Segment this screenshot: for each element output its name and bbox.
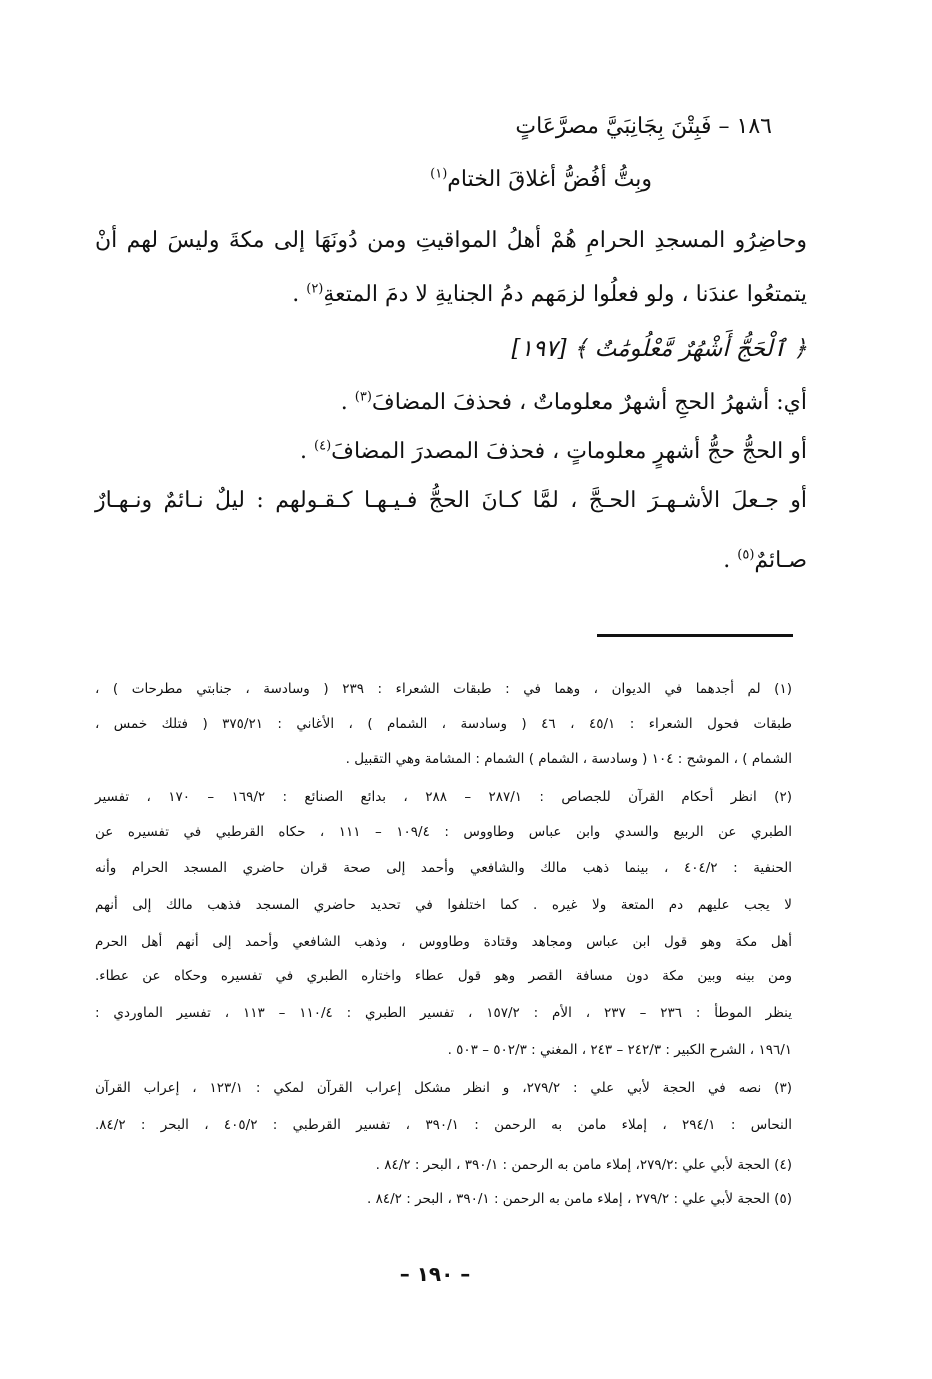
- footnote-ref-4: (٤): [314, 438, 332, 454]
- paragraph-1-line-1: [95, 226, 807, 256]
- footnote-line-text: الطبري عن الربيع والسدي وابن عباس وطاووس : ١٠٩/٤ – ١١١ ، حكاه القرطبي في تفسيره عن: [95, 824, 792, 840]
- paragraph-2: [95, 388, 807, 418]
- footnote-line: [95, 1115, 792, 1135]
- footnote-line: [95, 787, 792, 807]
- footnote-line-text: لا يجب عليهم دم المتعة ولا غيره . كما اختلفوا في تحديد حاضري المسجد فذهب مالك إلى أنهم: [95, 897, 792, 913]
- footnote-line-text: (٣) نصه في الحجة لأبي علي : ٢٧٩/٢، و انظر مشكل إعراب القرآن لمكي : ١٢٣/١ ، إعراب القرآن: [95, 1080, 792, 1096]
- footnote-line-text: (١) لم أجدهما في الديوان ، وهما في : طبقات الشعراء : ٢٣٩ ( وسادسة ، جنابتي مطرحات ) ،: [95, 681, 792, 697]
- paragraph-1-line-1-text: وحاضِرُو المسجدِ الحرامِ هُمْ أهلُ المواقيتِ ومن دُونَهَا إلى مكةَ وليسَ لهم أنْ: [95, 228, 807, 253]
- paragraph-4-line-1: [95, 486, 807, 516]
- paragraph-1-line-2-end: .: [292, 282, 307, 307]
- footnote-line-text: الحنفية : ٤٠٤/٢ ، بينما ذهب مالك والشافعي وأحمد إلى صحة قران حاضري المسجد الحرام وأنه: [95, 860, 792, 876]
- footnote-line-text: أهل مكة وهو قول ابن عباس ومجاهد وقتادة وطاووس ، وذهب الشافعي وأحمد إلى أنهم أهل الحرم: [95, 934, 792, 950]
- quran-verse: [95, 334, 807, 364]
- footnote-line: [95, 749, 792, 769]
- paragraph-1-line-2: [95, 280, 807, 310]
- footnote-line-text: (٥) الحجة لأبي علي : ٢٧٩/٢ ، إملاء مامن به الرحمن : ٣٩٠/١ ، البحر : ٨٤/٢ .: [367, 1191, 792, 1207]
- page-number: – ١٩٠ –: [399, 1262, 471, 1286]
- poem-line-2-text: وبِتُّ أفُضُّ أغلاقَ الختام: [447, 167, 652, 192]
- footnote-ref-1: (١): [430, 166, 448, 182]
- footnote-line-text: طبقات فحول الشعراء : ٤٥/١ ، ٤٦ ( وسادسة ، الشمام ) ، الأغاني : ٣٧٥/٢١ ( فتلك خمس ،: [95, 716, 792, 732]
- footnote-line: [95, 1189, 792, 1209]
- paragraph-4-line-1-text: أو جـعلَ الأشـهـرَ الحـجَّ ، لمَّا كـانَ الحجُّ فـيـهـا كـقـولهم : ليلٌ نـائمٌ ونـهـارٌ: [95, 488, 807, 513]
- paragraph-4-line-2: [95, 546, 807, 576]
- footnote-line: [95, 858, 792, 878]
- footnote-line-text: (٢) انظر أحكام القرآن للجصاص : ٢٨٧/١ – ٢٨٨ ، بدائع الصنائع : ١٦٩/٢ – ١٧٠ ، تفسير: [95, 789, 792, 805]
- footnote-line-text: ١٩٦/١ ، الشرح الكبير : ٢٤٢/٣ – ٢٤٣ ، المغني : ٥٠٢/٣ – ٥٠٣ .: [447, 1042, 792, 1058]
- paragraph-4-line-2-end: .: [723, 548, 738, 573]
- paragraph-2-end: .: [340, 390, 355, 415]
- paragraph-3-end: .: [300, 439, 314, 464]
- footnote-ref-2: (٢): [306, 281, 324, 297]
- footnote-line-text: النحاس : ٢٩٤/١ ، إملاء مامن به الرحمن : ٣٩٠/١ ، تفسير القرطبي : ٤٠٥/٢ ، البحر : ٨٤/٢.: [95, 1117, 792, 1133]
- paragraph-3-text: أو الحجُّ حجُّ أشهرٍ معلوماتٍ ، فحذفَ المصدرَ المضافَ: [331, 439, 807, 464]
- footnote-line: [95, 714, 792, 734]
- footnote-line: [95, 1003, 792, 1023]
- footnote-divider: [597, 634, 793, 637]
- paragraph-3: [95, 437, 807, 467]
- footnote-line: [95, 895, 792, 915]
- paragraph-2-text: أي: أشهرُ الحجِ أشهرٌ معلوماتٌ ، فحذفَ المضافَ: [371, 390, 807, 415]
- footnote-line-text: ينظر الموطأ : ٢٣٦ – ٢٣٧ ، الأم : ١٥٧/٢ ، تفسير الطبري : ١١٠/٤ – ١١٣ ، تفسير الماوردي :: [95, 1005, 793, 1021]
- footnote-line: [95, 822, 792, 842]
- quran-verse-text: ﴿ ٱلْحَجُّ أَشْهُرٌ مَّعْلُومَٰتٌ ﴾ [١٩٧]: [511, 336, 807, 362]
- footnote-line-text: ومن بينه وبين مكة دون مسافة القصر وهو قول عطاء واختاره الطبري في تفسيره وحكاه عن عطاء.: [95, 968, 792, 984]
- poem-line-2: [95, 165, 652, 195]
- footnote-ref-5: (٥): [737, 547, 755, 563]
- footnote-line: [95, 679, 792, 699]
- footnote-line: [95, 966, 792, 986]
- paragraph-4-line-2-text: صـائمٌ: [754, 548, 807, 573]
- poem-line-1-text: ١٨٦ – فَبِتْنَ بِجَانِبَيَّ مصرَّعَاتٍ: [515, 114, 772, 139]
- footnote-line: [95, 1078, 792, 1098]
- footnote-line: [95, 1040, 792, 1060]
- paragraph-1-line-2-text: يتمتعُوا عندَنا ، ولو فعلُوا لزمَهم دمُ الجنايةِ لا دمَ المتعةِ: [323, 282, 807, 307]
- footnote-ref-3: (٣): [354, 389, 372, 405]
- footnote-line: [95, 1155, 792, 1175]
- footnote-line-text: الشمام ) ، الموشح : ١٠٤ ( وسادسة ، الشمام ) الشمام : المشامة وهي التقبيل .: [345, 751, 792, 767]
- poem-line-1: [95, 112, 772, 142]
- footnote-line-text: (٤) الحجة لأبي علي :٢٧٩/٢، إملاء مامن به الرحمن : ٣٩٠/١ ، البحر : ٨٤/٢ .: [375, 1157, 792, 1173]
- footnote-line: [95, 932, 792, 952]
